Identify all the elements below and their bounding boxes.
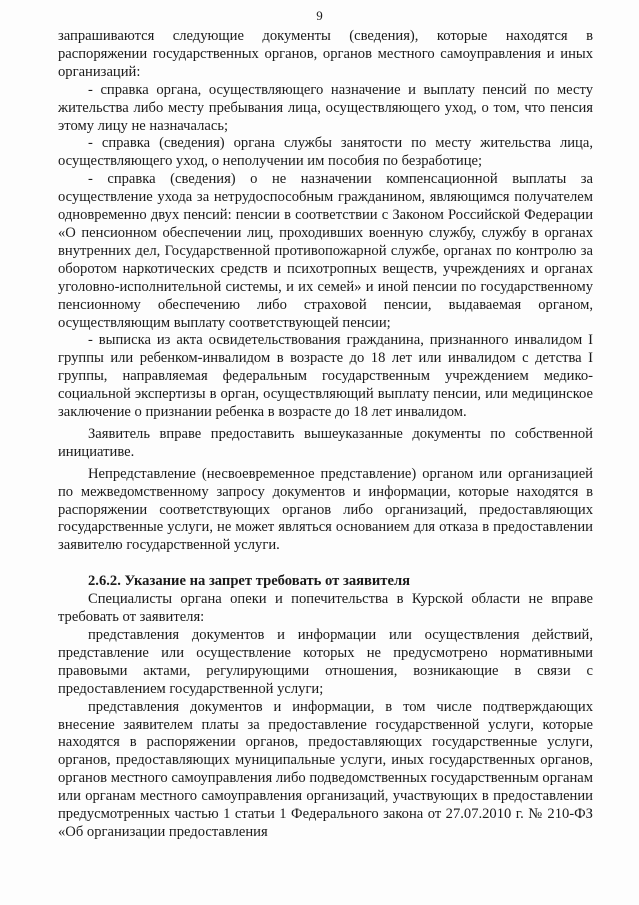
- paragraph-prohibition: Специалисты органа опеки и попечительства в Курской области не вправе требовать от заявителя:: [58, 591, 593, 626]
- section-heading: 2.6.2. Указание на запрет требовать от заявителя: [88, 573, 411, 590]
- list-item-employment-certificate: - справка (сведения) органа службы занятости по месту жительства лица, осуществляющего уход, о неполучении им пособия по безработице;: [58, 135, 593, 170]
- paragraph-own-initiative: Заявитель вправе предоставить вышеуказанные документы по собственной инициативе.: [58, 425, 593, 460]
- paragraph-prohibition-item-1: представления документов и информации или осуществления действий, представление или осуществление которых не предусмотрено нормативными правовыми актами, регулирующими отношения, возникающие в связи с предоставлением государственной услуги;: [58, 627, 593, 697]
- list-item-pension-certificate: - справка органа, осуществляющего назначение и выплату пенсий по месту жительства либо месту пребывания лица, осуществляющего уход, о том, что пенсия этому лицу не назначалась;: [58, 81, 593, 134]
- list-item-compensation-certificate: - справка (сведения) о не назначении компенсационной выплаты за осуществление ухода за нетрудоспособным гражданином, являющимся получателем одновременно двух пенсий: пенсии в соответствии с Законом Российской Федерации «О пенсионном обеспечении лиц, проходивших военную службу, службу в органах внутренних дел, Государственной противопожарной службе, органах по контролю за оборотом наркотических средств и психотропных веществ, учреждениях и органах уголовно-исполнительной системы, и их семей» и иной пенсии по государственному пенсионному обеспечению либо страховой пенсии, выдаваемая органом, осуществляющим выплату соответствующей пенсии;: [58, 171, 593, 331]
- list-item-disability-extract: - выписка из акта освидетельствования гражданина, признанного инвалидом I группы или ребенком-инвалидом в возрасте до 18 лет или инвалидом с детства I группы, направляемая федеральным государственным учреждением медико-социальной экспертизы в орган, осуществляющий выплату пенсии, или медицинское заключение о признании ребенка в возрасте до 18 лет инвалидом.: [58, 332, 593, 421]
- paragraph-non-submission: Непредставление (несвоевременное представление) органом или организацией по межведомственному запросу документов и информации, которые находятся в распоряжении соответствующих органов либо организаций, предоставляющих государственные услуги, не может являться основанием для отказа в предоставлении заявителю государственной услуги.: [58, 465, 593, 554]
- paragraph-prohibition-item-2: представления документов и информации, в том числе подтверждающих внесение заявителем платы за предоставление государственной услуги, которые находятся в распоряжении органов, предоставляющих государственные услуги, органов, предоставляющих муниципальные услуги, иных государственных органов, органов местного самоуправления либо подведомственных государственным органам или органам местного самоуправления организаций, участвующих в предоставлении предусмотренных частью 1 статьи 1 Федерального закона от 27.07.2010 г. № 210-ФЗ «Об организации предоставления: [58, 698, 593, 840]
- document-body: [58, 28, 593, 842]
- paragraph-intro: запрашиваются следующие документы (сведения), которые находятся в распоряжении государственных органов, органов местного самоуправления и иных организаций:: [58, 28, 593, 80]
- page-number: 9: [316, 8, 323, 23]
